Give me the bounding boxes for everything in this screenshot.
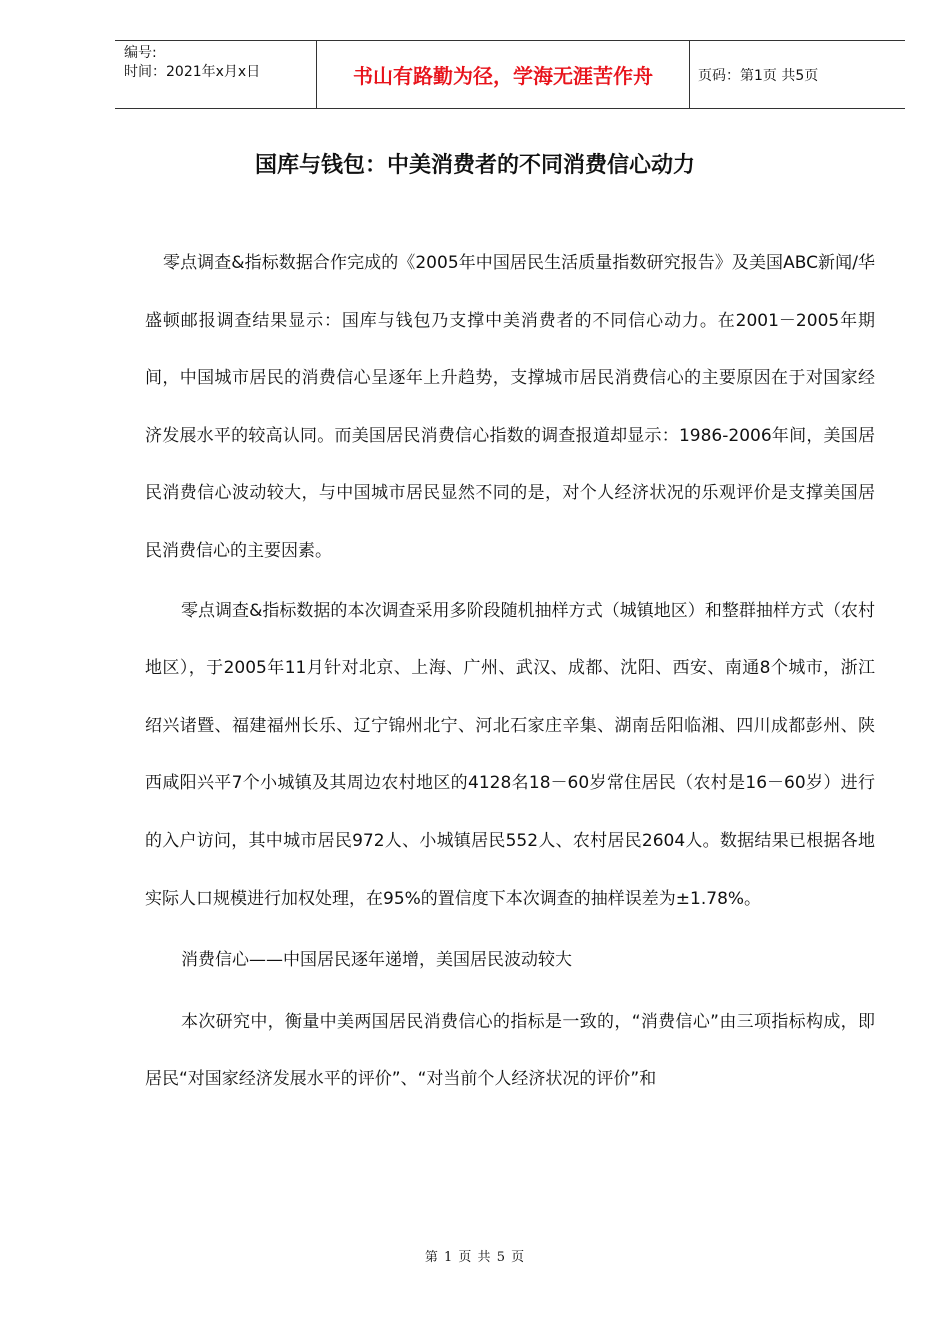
body-paragraph: 本次研究中，衡量中美两国居民消费信心的指标是一致的，“消费信心”由三项指标构成，即居民“对国家经济发展水平的评价”、“对当前个人经济状况的评价”和: [145, 1011, 875, 1090]
header-page-info: 页码：第1页 共5页: [698, 67, 819, 84]
header-motto: 书山有路勤为径，学海无涯苦作舟: [316, 41, 690, 108]
page-footer: 第 1 页 共 5 页: [424, 1250, 526, 1265]
document-number-label: 编号:: [124, 45, 157, 61]
body-paragraph: 零点调查&指标数据的本次调查采用多阶段随机抽样方式（城镇地区）和整群抽样方式（农村地区），于2005年11月针对北京、上海、广州、武汉、成都、沈阳、西安、南通8个城市，浙江绍兴诸暨、福建福州长乐、辽宁锦州北宁、河北石家庄辛集、湖南岳阳临湘、四川成都彭州、陕西咸阳兴平7个小城镇及其周边农村地区的4128名18－60岁常住居民（农村是16－60岁）进行的入户访问，其中城市居民972人、小城镇居民552人、农村居民2604人。数据结果已根据各地实际人口规模进行加权处理，在95%的置信度下本次调查的抽样误差为±1.78%。: [145, 600, 875, 909]
page-header-table: [115, 40, 905, 109]
section-heading: 消费信心——中国居民逐年递增，美国居民波动较大: [181, 950, 572, 971]
header-meta-cell: [115, 41, 316, 108]
document-title: 国库与钱包：中美消费者的不同消费信心动力: [254, 152, 695, 178]
document-body: [145, 235, 875, 1109]
document-time-label: 时间：2021年x月x日: [124, 64, 261, 80]
body-paragraph: 零点调查&指标数据合作完成的《2005年中国居民生活质量指数研究报告》及美国ABC新闻/华盛顿邮报调查结果显示：国库与钱包乃支撑中美消费者的不同信心动力。在2001－2005年期间，中国城市居民的消费信心呈逐年上升趋势，支撑城市居民消费信心的主要原因在于对国家经济发展水平的较高认同。而美国居民消费信心指数的调查报道却显示：1986-2006年间，美国居民消费信心波动较大，与中国城市居民显然不同的是，对个人经济状况的乐观评价是支撑美国居民消费信心的主要因素。: [145, 253, 875, 561]
